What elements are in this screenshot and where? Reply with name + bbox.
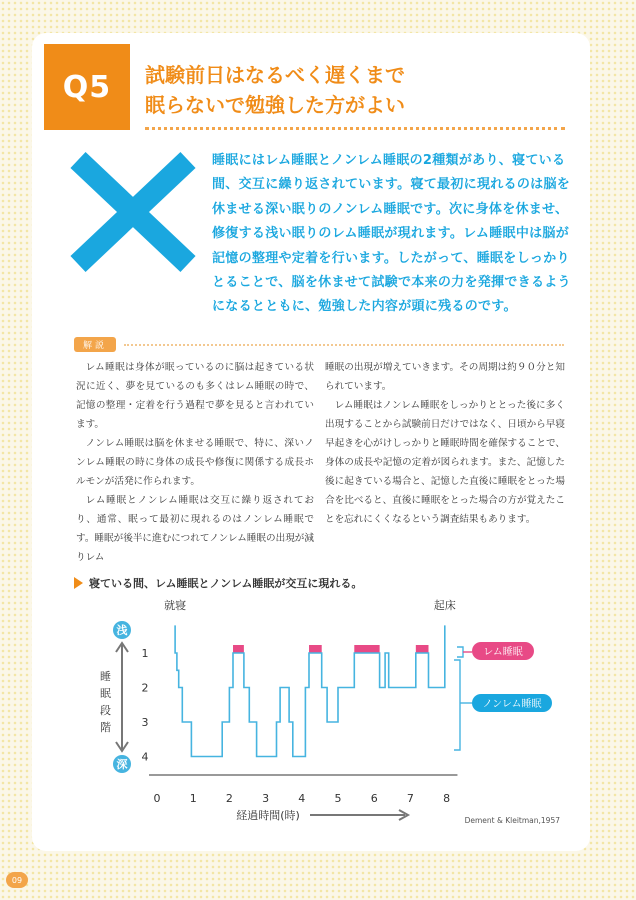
- nrem-legend-label: ノンレム睡眠: [482, 699, 542, 710]
- explanation-left-column: [76, 358, 314, 567]
- nrem-bracket: [454, 660, 460, 750]
- x-tick-label: 2: [225, 792, 233, 805]
- axis-deep-label: 深: [116, 758, 128, 771]
- question-title-line2: 眠らないで勉強した方がよい: [145, 93, 405, 117]
- axis-shallow-label: 浅: [116, 624, 128, 637]
- y-tick-label: 2: [141, 681, 149, 695]
- y-tick-label: 3: [141, 716, 149, 729]
- explanation-label: 解説: [74, 337, 116, 352]
- x-tick-label: 5: [334, 792, 342, 805]
- explanation-divider: [124, 344, 564, 346]
- explanation-paragraph: 睡眠の出現が増えていきます。その周期は約９０分と知られています。: [325, 362, 565, 392]
- page-number: 09: [6, 872, 28, 888]
- rem-period-bar: [354, 645, 379, 653]
- question-badge: Q5: [44, 44, 130, 130]
- triangle-bullet-icon: [74, 577, 83, 589]
- rem-period-bar: [416, 645, 429, 653]
- explanation-paragraph: レム睡眠はノンレム睡眠をしっかりととった後に多く出現することから試験前日だけではなく、日頃から早寝早起きを心がけしっかりと睡眠時間を確保することで、身体の成長や記憶の定着が図られます。また、記憶した後に起きている場合と、記憶した直後に睡眠をとった場合を比べると、直後に睡眠をとった場合の方が覚えたことを忘れにくくなるという調査結果もあります。: [325, 400, 565, 525]
- explanation-paragraph: ノンレム睡眠は脳を休ませる睡眠で、特に、深いノンレム睡眠の時に身体の成長や修復に関係する成長ホルモンが活発に作られます。: [76, 438, 314, 487]
- rem-legend-label: レム睡眠: [483, 647, 523, 658]
- x-tick-label: 7: [406, 792, 414, 805]
- y-tick-label: 1: [141, 647, 149, 660]
- sleep-stage-chart: [60, 590, 580, 830]
- sleep-onset-label: 就寝: [164, 599, 187, 612]
- rem-bracket: [457, 647, 463, 657]
- x-tick-label: 8: [443, 792, 451, 805]
- wake-label: 起床: [433, 599, 456, 612]
- answer-text: 睡眠にはレム睡眠とノンレム睡眠の2種類があり、寝ている間、交互に繰り返されています。寝て最初に現れるのは脳を休ませる深い眠りのノンレム睡眠です。次に身体を休ませ、修復する浅い眠りのレム睡眠が現れます。レム睡眠中は脳が記憶の整理や定着を行います。したがって、睡眠をしっかりとることで、脳を休ませて試験で本来の力を発揮できるようになるとともに、勉強した内容が頭に残るのです。: [212, 153, 571, 315]
- question-title: [145, 60, 565, 120]
- rem-period-bar: [233, 645, 244, 653]
- rem-period-bar: [309, 645, 322, 653]
- x-tick-label: 1: [189, 792, 197, 805]
- source-credit: Dement & Kleitman,1957: [464, 816, 560, 825]
- explanation-paragraph: レム睡眠は身体が眠っているのに脳は起きている状況に近く、夢を見ているのも多くはレム睡眠の時で、記憶の整理・定着を行う過程で夢を見ると言われています。: [76, 362, 314, 430]
- x-tick-label: 4: [298, 792, 306, 805]
- explanation-right-column: [325, 358, 565, 529]
- figure-caption: [74, 575, 362, 591]
- x-tick-label: 3: [262, 792, 270, 805]
- cross-mark-icon: [66, 152, 200, 272]
- y-tick-label: 4: [141, 750, 149, 764]
- x-tick-label: 0: [153, 792, 161, 805]
- explanation-paragraph: レム睡眠とノンレム睡眠は交互に繰り返されており、通常、眠って最初に現れるのはノンレム睡眠です。睡眠が後半に進むにつれてノンレム睡眠の出現が減りレム: [76, 495, 314, 563]
- figure-caption-text: 寝ている間、レム睡眠とノンレム睡眠が交互に現れる。: [89, 577, 363, 590]
- y-axis-label: 睡眠段階: [100, 670, 111, 734]
- title-divider: [145, 127, 565, 130]
- x-axis-label: 経過時間(時): [236, 809, 300, 822]
- x-tick-label: 6: [370, 792, 378, 805]
- question-title-line1: 試験前日はなるべく遅くまで: [145, 63, 405, 87]
